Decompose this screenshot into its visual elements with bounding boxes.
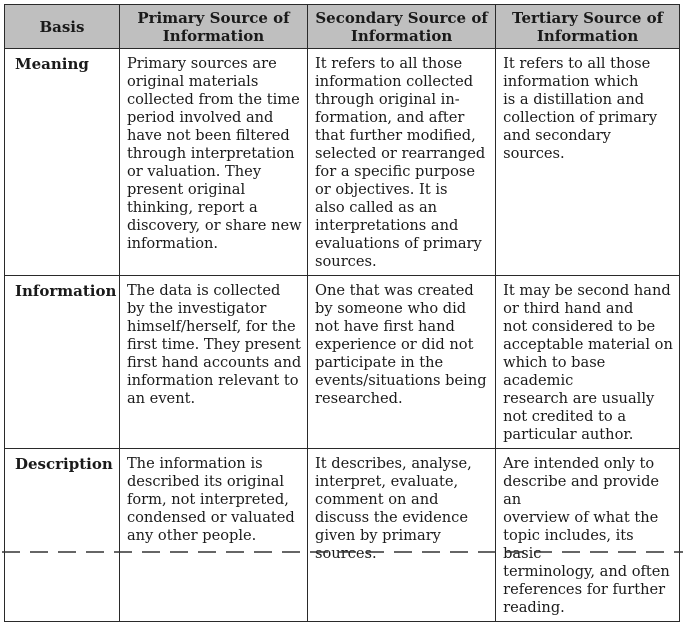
cell-meaning-primary: Primary sources are original materials collected from the time period involved and have not been filtered through interpretation or valuation. They present original thinking, report a discovery, or share new information.	[119, 49, 307, 276]
row-label-information: Information	[5, 276, 120, 449]
header-basis: Basis	[5, 5, 120, 49]
comparison-table	[4, 4, 680, 622]
cell-description-tertiary: Are intended only to describe and provide an overview of what the topic includes, its basic terminology, and often references for further reading.	[496, 449, 680, 622]
cell-meaning-tertiary: It refers to all those information which is a distillation and collection of primary and secondary sources.	[496, 49, 680, 276]
cell-information-primary: The data is collected by the investigator himself/herself, for the first time. They present first hand accounts and information relevant to an event.	[119, 276, 307, 449]
row-label-description: Description	[5, 449, 120, 622]
header-primary-source: Primary Source of Information	[119, 5, 307, 49]
cell-information-secondary: One that was created by someone who did not have first hand experience or did not participate in the events/situations being researched.	[308, 276, 496, 449]
page-cut-dashed-line	[0, 548, 685, 556]
table-row	[5, 449, 680, 622]
cell-description-secondary: It describes, analyse, interpret, evaluate, comment on and discuss the evidence given by primary sources.	[308, 449, 496, 622]
cell-meaning-secondary: It refers to all those information collected through original in- formation, and after that further modified, selected or rearranged for a specific purpose or objectives. It is also called as an interpretations and evaluations of primary sources.	[308, 49, 496, 276]
table-row	[5, 49, 680, 276]
cell-information-tertiary: It may be second hand or third hand and not considered to be acceptable material on which to base academic research are usually not credited to a particular author.	[496, 276, 680, 449]
table-row	[5, 276, 680, 449]
header-secondary-source: Secondary Source of Information	[308, 5, 496, 49]
cell-description-primary: The information is described its original form, not interpreted, condensed or valuated any other people.	[119, 449, 307, 622]
table-header-row	[5, 5, 680, 49]
header-tertiary-source: Tertiary Source of Information	[496, 5, 680, 49]
row-label-meaning: Meaning	[5, 49, 120, 276]
